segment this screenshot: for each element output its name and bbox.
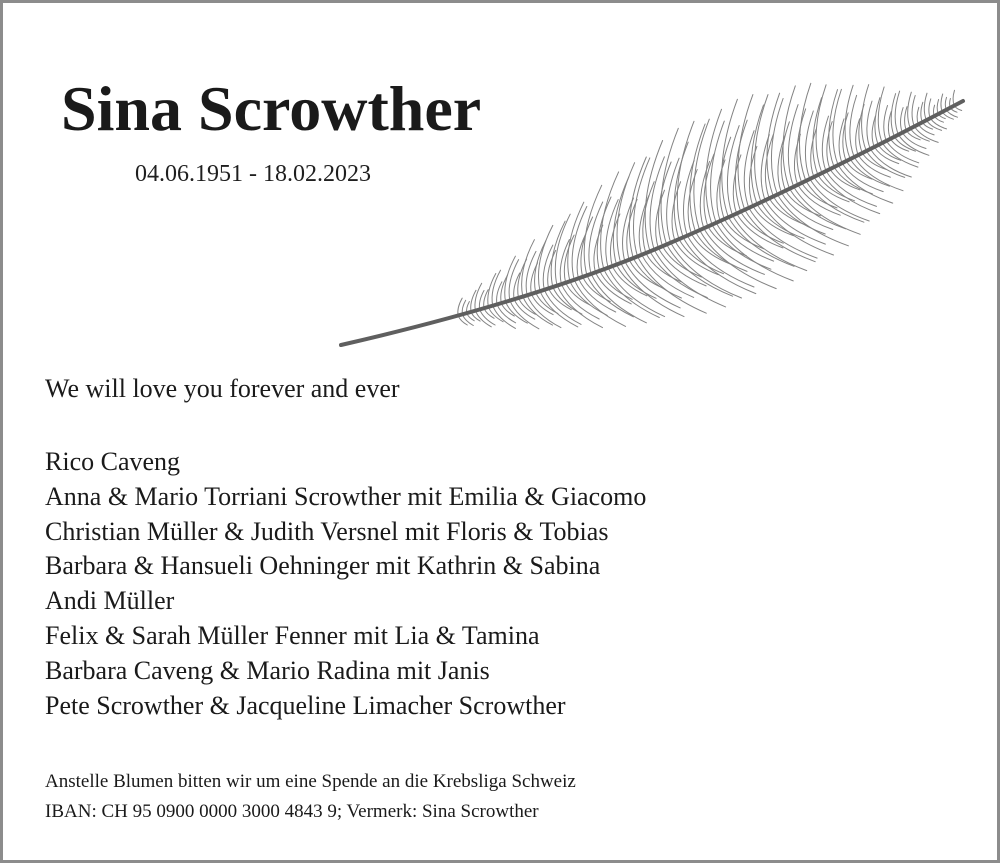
feather-barb [475, 311, 491, 327]
feather-barb [591, 274, 646, 323]
feather-barb [717, 160, 725, 221]
feather-barb [867, 101, 872, 149]
feather-barb [874, 147, 898, 164]
feather-barb [706, 109, 722, 224]
donation-request: Anstelle Blumen bitten wir um eine Spende an die Krebsliga Schweiz [45, 771, 576, 792]
feather-barb [781, 193, 832, 230]
feather-barb [531, 294, 553, 315]
feather-barb [894, 137, 915, 151]
feather-barb [908, 92, 912, 128]
donation-note [45, 767, 576, 827]
feather-barb [917, 107, 919, 124]
iban-details: IBAN: CH 95 0900 0000 3000 4843 9; Vermerk: Sina Scrowther [45, 801, 539, 822]
feather-barb [733, 155, 741, 214]
feather-barb [606, 200, 618, 268]
feather-barb [858, 155, 890, 177]
feather-barb [704, 228, 765, 274]
feather-barb [749, 208, 817, 258]
feather-barb [941, 94, 943, 112]
feather-barb [882, 143, 918, 167]
feather-barb [522, 240, 535, 297]
mourner-name: Christian Müller & Judith Versnel mit Floris & Tobias [45, 516, 609, 546]
feather-barb [799, 83, 810, 181]
feather-barb [613, 176, 629, 264]
mourner-name: Rico Caveng [45, 447, 181, 476]
feather-barb [850, 95, 857, 157]
feather-barb [535, 241, 546, 293]
mourner-name: Felix & Sarah Müller Fenner mit Lia & Tamina [45, 620, 540, 650]
feather-barb [687, 236, 754, 287]
feather-barb [886, 141, 918, 163]
mourner-name: Andi Müller [45, 586, 175, 616]
feather-barb [690, 124, 705, 232]
feather-barb [929, 99, 931, 118]
feather-barb [527, 295, 561, 327]
feather-barb [921, 102, 923, 122]
feather-barb [608, 268, 665, 317]
feather-barb [688, 170, 697, 234]
feather-barb [514, 273, 520, 299]
feather-barb [674, 142, 688, 239]
feather-barb [905, 107, 907, 131]
feather-barb [878, 87, 884, 143]
feather-barb [901, 108, 904, 133]
mourner-name: Barbara Caveng & Mario Radina mit Janis [45, 655, 490, 685]
feather-barb [658, 162, 671, 246]
feather-barb [601, 172, 619, 269]
feather-barb [510, 301, 539, 329]
feather-barb [597, 197, 611, 271]
feather-barb [633, 258, 681, 298]
feather-illustration [333, 31, 973, 381]
feather-barb [677, 121, 694, 237]
mourners-list [45, 445, 646, 723]
dedication-line: We will love you forever and ever [45, 374, 400, 403]
mourner-name: Pete Scrowther & Jacqueline Limacher Scrowther [45, 690, 566, 720]
feather-barb [953, 90, 954, 105]
life-dates: 04.06.1951 - 18.02.2023 [135, 161, 371, 187]
feather-barb [538, 225, 552, 291]
feather-barb [884, 106, 888, 141]
feather-barb [912, 96, 915, 127]
feather-barb [672, 182, 681, 241]
mourner-name: Anna & Mario Torriani Scrowther mit Emilia & Giacomo [45, 481, 647, 511]
feather-barb [895, 91, 899, 135]
mourner-name: Barbara & Hansueli Oehninger mit Kathrin & Sabina [45, 551, 601, 581]
feather-barb [924, 93, 927, 120]
deceased-name: Sina Scrowther [61, 73, 482, 144]
feather-barb [488, 307, 503, 322]
feather-barb [744, 131, 754, 208]
